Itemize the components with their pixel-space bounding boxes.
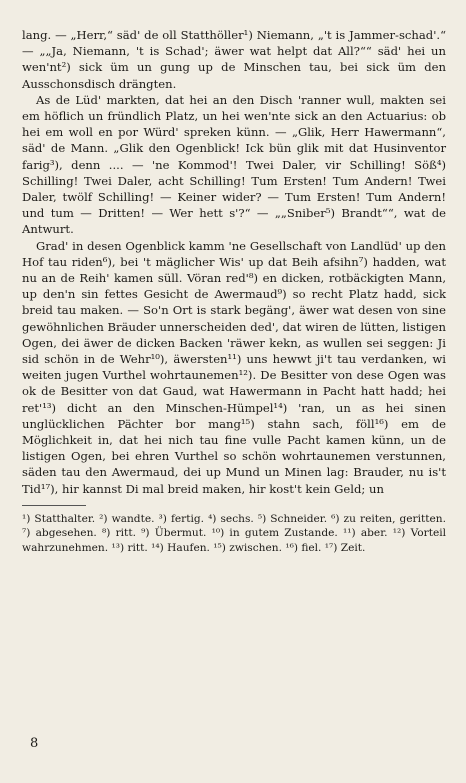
paragraph-3: Grad' in desen Ogenblick kamm 'ne Gesellschaft von Landlüd' up den Hof tau riden⁶), bei 't mäglicher Wis' up dat Beih afsihn⁷) hadden, wat nu an de Reih' kamen süll. Vöran red'⁸) en dicken, rotbäckigten Mann, up den'n sin fettes Gesicht de Awermaud⁹) so recht Platz hadd, sick breid tau maken. — So'n Ort is stark begäng', äwer wat desen von sine gewöhnlichen Bräuder unnerscheiden ded', dat wiren de lütten, listigen Ogen, dei äwer de dicken Backen 'räwer kekn, as wullen sei seggen: Ji sid schön in de Wehr¹⁰), äwersten¹¹) uns hewwt ji't tau verdanken, wi weiten jugen Vurthel wohrtaunemen¹²). De Besitter von dese Ogen was ok de Besitter von dat Gaud, wat Hawermann in Pacht hatt hadd; hei ret'¹³) dicht an den Minschen-Hümpel¹⁴) 'ran, un as hei sinen unglücklichen Pächter bor mang¹⁵) stahn sach, föll¹⁶) em de Möglichkeit in, dat hei nich tau fine vulle Pacht kamen künn, un de listigen Ogen, bei ehren Vurthel so schön wohrtaunemen verstunnen, säden tau den Awermaud, dei up Mund un Minen lag: Brauder, nu is't Tid¹⁷), hir kannst Di mal breid maken, hir kost't kein Geld; un bbox=[22, 238, 446, 496]
footnote-divider bbox=[22, 505, 86, 506]
paragraph-1: lang. — „Herr,“ säd' de oll Statthöller¹) Niemann, „'t is Jammer-schad'.“ — „„Ja, Niemann, 't is Schad'; äwer wat helpt dat All?““ säd' hei un wen'nt²) sick üm un gung up de Minschen tau, bei sick üm den Ausschonsdisch drängten. bbox=[22, 28, 446, 91]
footnotes: ¹) Statthalter. ²) wandte. ³) fertig. ⁴) sechs. ⁵) Schneider. ⁶) zu reiten, geritten. ⁷) abgesehen. ⁸) ritt. ⁹) Übermut. ¹⁰) in gutem Zustande. ¹¹) aber. ¹²) Vorteil wahrzunehmen. ¹³) ritt. ¹⁴) Haufen. ¹⁵) zwischen. ¹⁶) fiel. ¹⁷) Zeit. bbox=[22, 512, 446, 555]
page-number: 8 bbox=[30, 736, 39, 751]
main-text bbox=[22, 27, 446, 497]
paragraph-2: As de Lüd' markten, dat hei an den Disch 'ranner wull, makten sei em höflich un fründlich Platz, un hei wen'nte sick an den Actuarius: ob hei em woll en por Würd' spreken künn. — „Glik, Herr Hawermann“, säd' de Mann. „Glik den Ogenblick! Ick bün glik mit dat Husinventor farig³), denn .... — 'ne Kommod'! Twei Daler, vir Schilling! Söß⁴) Schilling! Twei Daler, acht Schilling! Tum Ersten! Tum Andern! Twei Daler, twölf Schilling! — Keiner wider? — Tum Ersten! Tum Andern! und tum — Dritten! — Wer hett s'?“ — „„Sniber⁵) Brandt““, wat de Antwurt. bbox=[22, 92, 446, 237]
